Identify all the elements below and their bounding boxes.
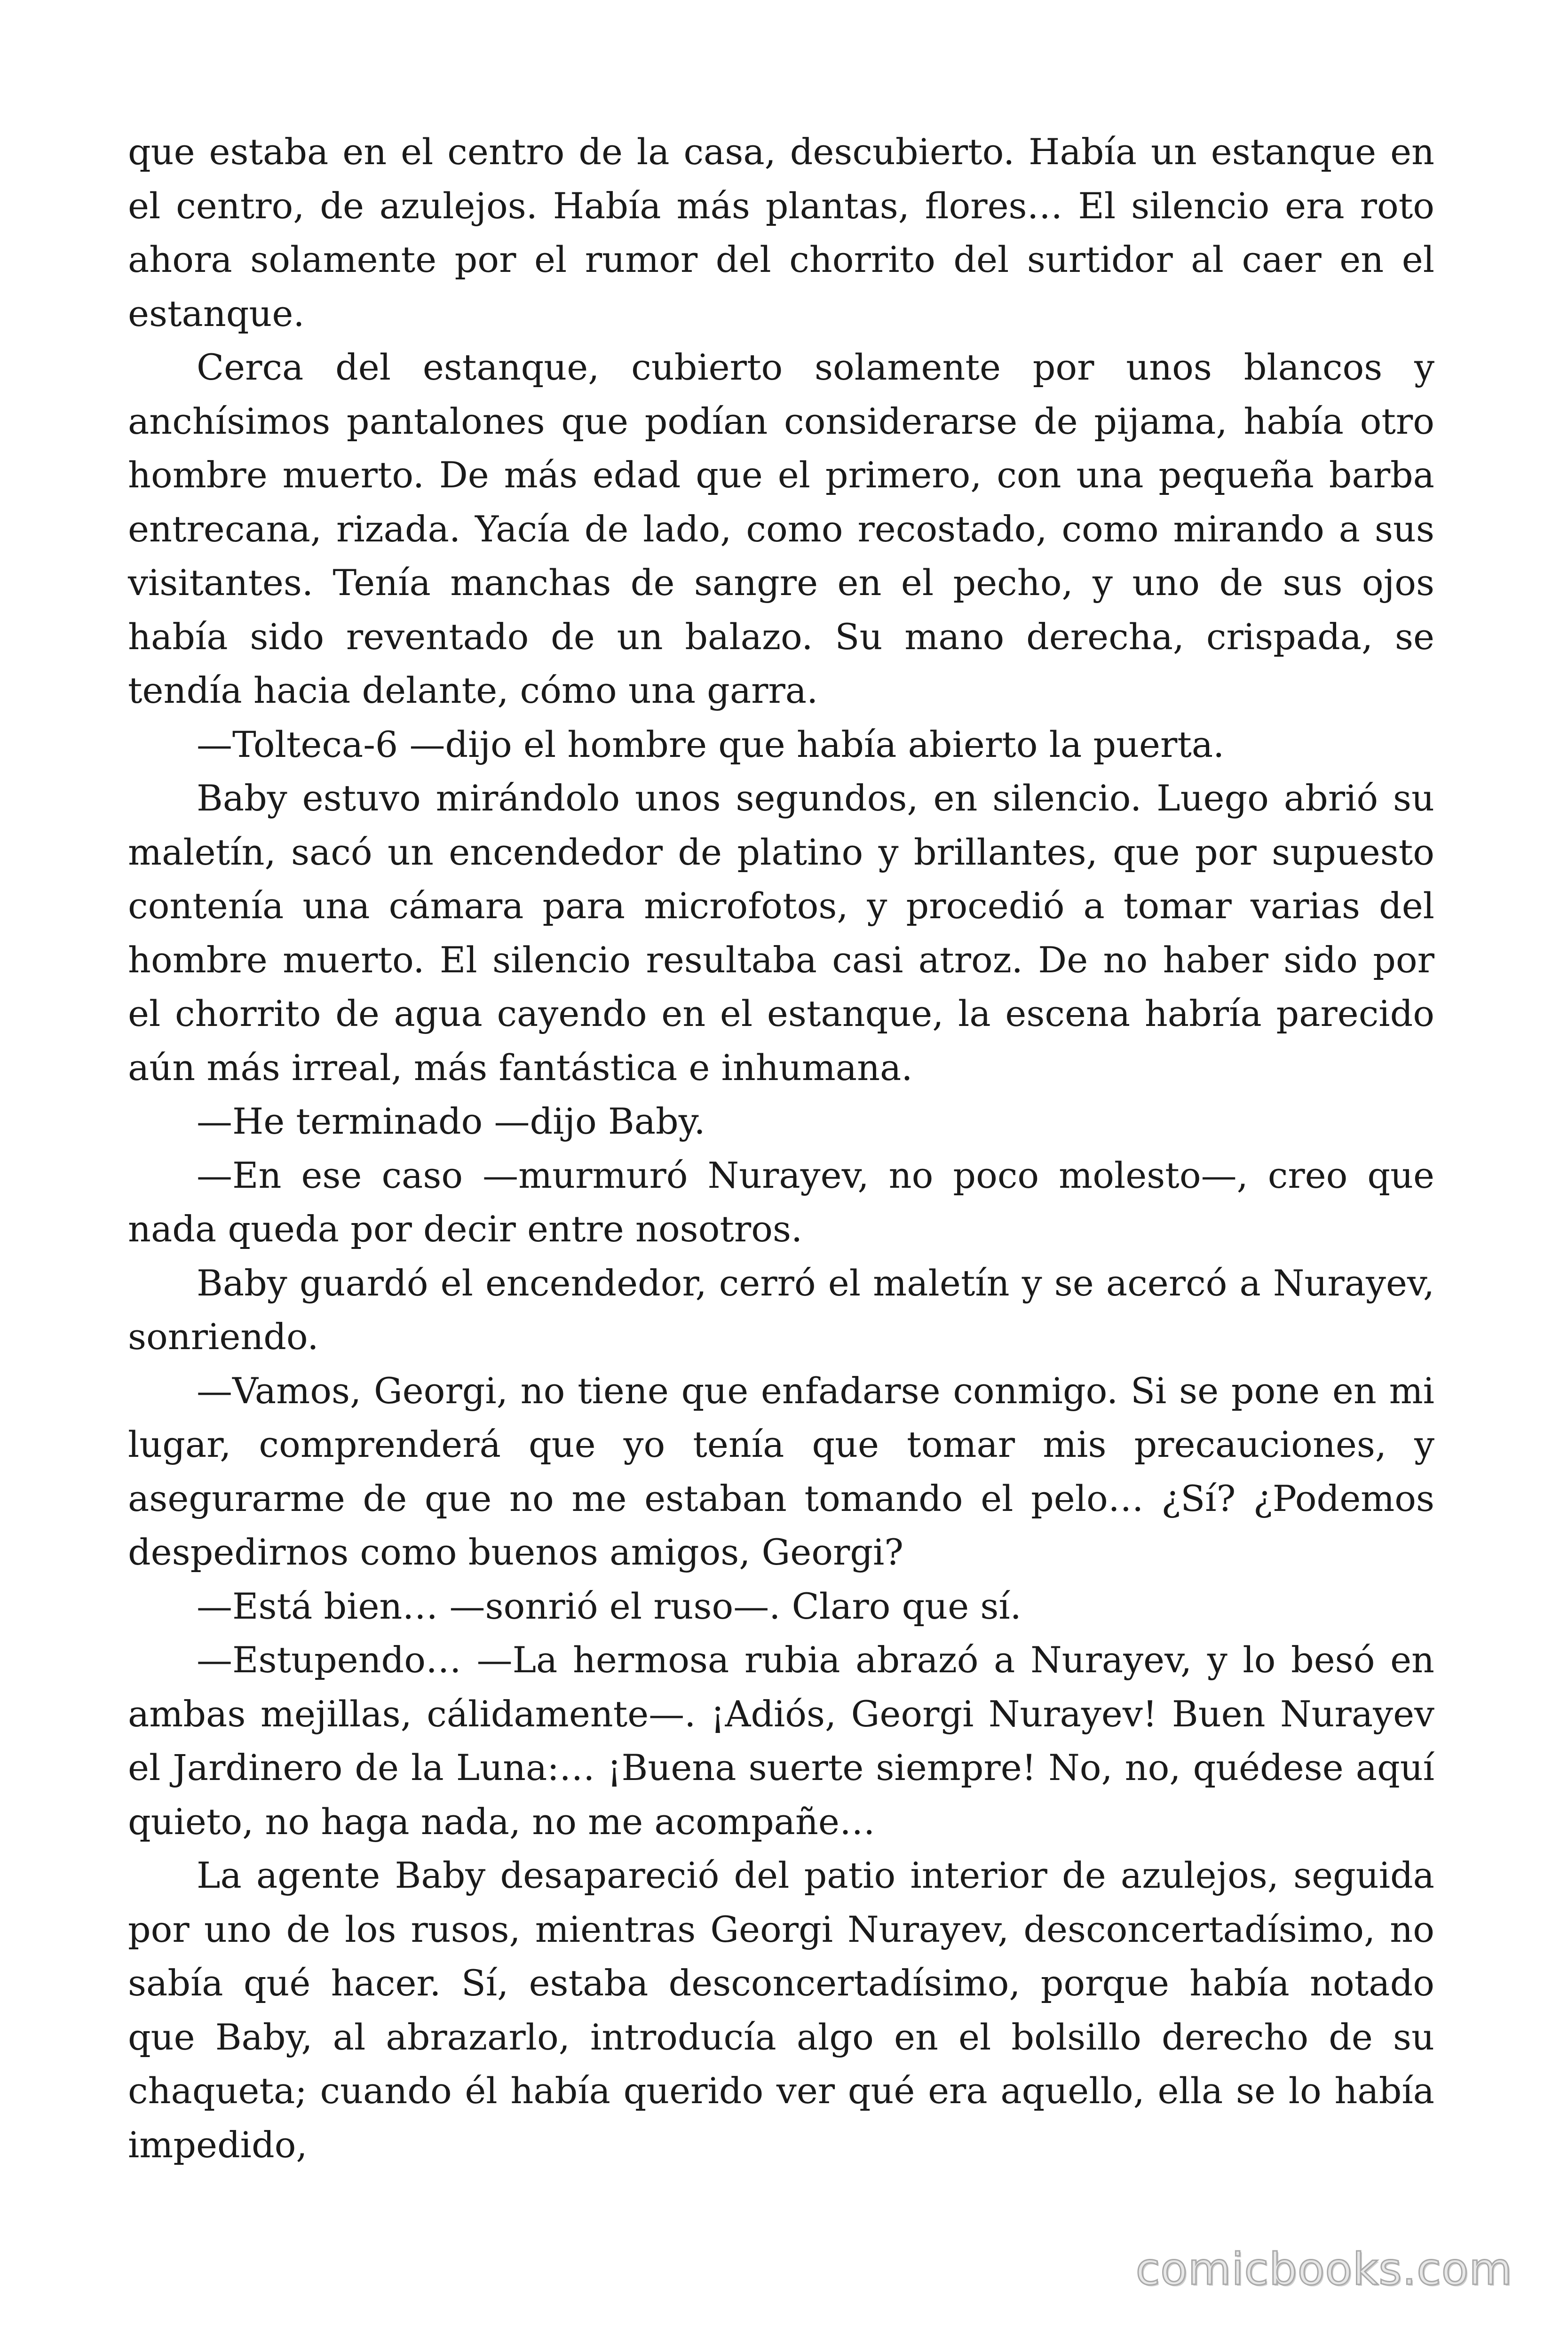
paragraph-7: Baby guardó el encendedor, cerró el maletín y se acercó a Nurayev, sonriendo. xyxy=(128,1262,1434,1358)
paragraph-10: —Estupendo… —La hermosa rubia abrazó a Nurayev, y lo besó en ambas mejillas, cálidamente—. ¡Adiós, Georgi Nurayev! Buen Nurayev el Jardinero de la Luna:… ¡Buena suerte siempre! No, no, quédese aquí quieto, no haga nada, no me acompañe… xyxy=(128,1639,1434,1843)
paragraph-8: —Vamos, Georgi, no tiene que enfadarse conmigo. Si se pone en mi lugar, comprenderá que yo tenía que tomar mis precauciones, y asegurarme de que no me estaban tomando el pelo… ¿Sí? ¿Podemos despedirnos como buenos amigos, Georgi? xyxy=(128,1369,1434,1573)
paragraph-11: La agente Baby desapareció del patio interior de azulejos, seguida por uno de los rusos, mientras Georgi Nurayev, desconcertadísimo, no sabía qué hacer. Sí, estaba desconcertadísimo, porque había notado que Baby, al abrazarlo, introducía algo en el bolsillo derecho de su chaqueta; cuando él había querido ver qué era aquello, ella se lo había impedido, xyxy=(128,1854,1434,2166)
paragraph-4: Baby estuvo mirándolo unos segundos, en silencio. Luego abrió su maletín, sacó un encendedor de platino y brillantes, que por supuesto contenía una cámara para microfotos, y procedió a tomar varias del hombre muerto. El silencio resultaba casi atroz. De no haber sido por el chorrito de agua cayendo en el estanque, la escena habría parecido aún más irreal, más fantástica e inhumana. xyxy=(128,777,1434,1089)
paragraph-2: Cerca del estanque, cubierto solamente por unos blancos y anchísimos pantalones que podían considerarse de pijama, había otro hombre muerto. De más edad que el primero, con una pequeña barba entrecana, rizada. Yacía de lado, como recostado, como mirando a sus visitantes. Tenía manchas de sangre en el pecho, y uno de sus ojos había sido reventado de un balazo. Su mano derecha, crispada, se tendía hacia delante, cómo una garra. xyxy=(128,346,1434,711)
watermark-text: comicbooks.com xyxy=(1135,2244,1513,2295)
paragraph-6: —En ese caso —murmuró Nurayev, no poco molesto—, creo que nada queda por decir entre nosotros. xyxy=(128,1154,1434,1250)
body-text xyxy=(128,125,1434,2172)
paragraph-9: —Está bien… —sonrió el ruso—. Claro que sí. xyxy=(197,1585,1022,1627)
paragraph-1: que estaba en el centro de la casa, descubierto. Había un estanque en el centro, de azulejos. Había más plantas, flores… El silencio era roto ahora solamente por el rumor del chorrito del surtidor al caer en el estanque. xyxy=(128,131,1434,334)
paragraph-5: —He terminado —dijo Baby. xyxy=(197,1100,705,1142)
paragraph-3: —Tolteca-6 —dijo el hombre que había abierto la puerta. xyxy=(197,723,1225,765)
